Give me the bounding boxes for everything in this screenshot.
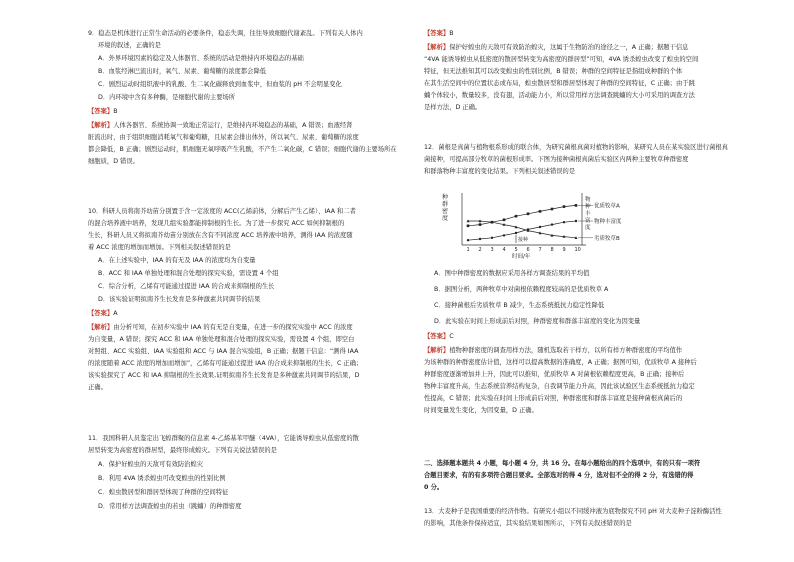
q10-explanation-1: [88, 324, 438, 331]
q9-explanation-1: [88, 122, 438, 129]
q9-answer: [88, 108, 438, 115]
q11-answer: [424, 30, 774, 37]
explanation-text: 由分析可知，在初步实验中 IAA 的有无是自变量，在进一步的探究实验中 ACC 的浓度: [113, 324, 353, 331]
data-point: [479, 238, 481, 240]
q11-explanation-5: 蝻个体较小，数量较多，没有翅，活动能力小，所以常用样方法调查跳蝻的大小可采用的调查方法: [424, 92, 695, 99]
answer-value: C: [449, 333, 454, 340]
x-tick-label: 2: [478, 247, 482, 253]
q12-explanation-1: [424, 347, 774, 354]
data-point: [503, 219, 506, 222]
right-axis-label-char: 度: [585, 225, 591, 231]
explanation-tag: 【解析】: [88, 324, 114, 331]
x-tick-label: 1: [466, 247, 470, 253]
legend-label: 劣质牧草B: [594, 235, 620, 242]
x-tick-label: 5: [514, 247, 518, 253]
answer-value: B: [113, 108, 118, 115]
section-2-line-1: 二、选择题本题共 4 小题，每小题 4 分，共 16 分。在每小题给出的四个选项中，有的只有一项符: [424, 460, 701, 467]
q12-answer: [424, 333, 774, 340]
q11-explanation-1: [424, 44, 774, 51]
question-12-options: [424, 270, 774, 414]
q11-explanation-3: 特征，但无法推知其可以改变蝗虫的性别比例，B 错误；种群的空间特征是指组成种群的个体: [424, 68, 683, 75]
explanation-tag: 【解析】: [88, 122, 114, 129]
q11-option-a: A．保护好蝗虫的天敌可有效防治蝗灾: [98, 461, 204, 468]
data-point: [575, 204, 578, 207]
data-point: [575, 220, 577, 222]
answer-tag: 【答案】: [88, 310, 114, 317]
data-point: [551, 208, 554, 211]
x-axis-label: 时间/年: [512, 254, 531, 260]
question-12: [424, 144, 774, 175]
legend-label: 物种丰富度: [594, 219, 622, 225]
data-point: [491, 237, 493, 239]
question-10: [88, 208, 438, 391]
q10-stem-4: 着 ACC 浓度的增加而增加。下列相关叙述错误的是: [88, 244, 231, 251]
q10-option-a: A．在上述实验中，IAA 的有无及 IAA 的浓度均为自变量: [98, 257, 256, 264]
q9-option-a: A．外界环境因素的稳定及人体器官、系统的活动是维持内环境稳态的基础: [98, 55, 304, 62]
data-point: [563, 221, 565, 223]
q11-stem-1: 11．我国科研人员鉴定出飞蝗群聚的信息素 4-乙烯基苯甲醚（4VA），它能诱导蝗虫从低密度的散: [88, 435, 359, 442]
data-point: [503, 234, 505, 236]
q12-explanation-5: 性提高，C 错误；此实验在时间上形成前后对照，种群密度和群落丰富度是接种菌根真菌后的: [424, 395, 683, 402]
explanation-text: 人体各器官、系统协调一致地正常运行，是维持内环境稳态的基础，A 错误；血液经肾: [113, 122, 353, 129]
q11-explanation-2: “4VA 能诱导蝗虫从低密度的散居型转变为高密度的群居型”可知，4VA 诱杀蝗虫改变了蝗虫的空间: [424, 56, 699, 63]
answer-tag: 【答案】: [88, 108, 114, 115]
q9-explanation-4: 细胞质，D 错误。: [88, 158, 139, 165]
explanation-text: 保护好蝗虫的天敌可有效防治蝗灾，这属于生物防治的途径之一，A 正确；据题干信息: [449, 44, 689, 51]
right-axis-label-char: 丰: [585, 211, 591, 217]
data-point: [527, 228, 529, 230]
answer-value: B: [449, 30, 454, 37]
y-axis-label-char: 群: [442, 201, 449, 208]
q10-explanation-5: 该实验探究了 ACC 和 IAA 抑制根的生长效果,证明拟南芥生长发育是多种激素共同调节的结果，D: [88, 372, 360, 379]
q10-answer: [88, 310, 438, 317]
population-chart: [434, 190, 634, 260]
question-9: [88, 30, 438, 165]
data-point: [515, 232, 517, 234]
q10-option-d: D．该实验证明拟南芥生长发育是多种激素共同调节的结果: [98, 296, 261, 303]
q9-stem-2: 环境的叙述，正确的是: [98, 42, 161, 49]
section-2-line-2: 合题目要求，有的有多项符合题目要求。全部选对的得 4 分，选对但不全的得 2 分，有选错的得: [424, 472, 694, 479]
data-point: [467, 225, 470, 228]
q11-stem-2: 居型转变为高密度的群居型，最终形成蝗灾。下列有关说法错误的是: [88, 447, 277, 454]
q11-option-b: B．利用 4VA 诱杀蝗虫可改变蝗虫的性别比例: [98, 475, 226, 482]
q12-explanation-4: 物种丰富度升高，生态系统营养结构复杂，自我调节能力升高，因此该试验区生态系统抵抗力稳定: [424, 383, 695, 390]
x-tick-label: 8: [550, 247, 554, 253]
q11-explanation-4: 在其生活空间中的位置状态或布局，蝗虫散居型和群居型体现了种群的空间特征，C 正确；由于跳: [424, 80, 695, 87]
q9-option-d: D．内环境中含有多种酶，是细胞代谢的主要场所: [98, 94, 236, 101]
q10-explanation-3: 对照组、ACC 实验组、IAA 实验组和 ACC 与 IAA 混合实验组，B 正确；据题干信息：“测得 IAA: [88, 348, 359, 355]
q10-explanation-6: 正确。: [88, 384, 107, 391]
explanation-text: 植物种群密度的调查用样方法，随机选取若干样方，以所有样方种群密度的平均值作: [449, 347, 683, 354]
data-point: [515, 215, 518, 218]
x-tick-label: 3: [490, 247, 494, 253]
q12-stem-2: 菌接种，可提高部分牧草的菌根形成率。下图为接种菌根真菌后实验区内两种主要牧草种群密度: [424, 156, 689, 163]
answer-value: A: [113, 310, 118, 317]
x-tick-label: 6: [526, 247, 530, 253]
q10-stem-3: 生长，科研人员又将拟南芥幼苗分别放在含有不同浓度 ACC 培养液中培养，测得 IAA 的浓度随: [88, 232, 353, 239]
q9-option-b: B．血浆经淋巴流出时，氧气、尿素、葡萄糖的浓度都会降低: [98, 68, 267, 75]
question-13: [424, 508, 774, 527]
q9-explanation-2: 脏流出时，由于组织细胞消耗氧气和葡萄糖，且尿素会排出体外，所以氧气、尿素、葡萄糖的浓度: [88, 134, 359, 141]
x-tick-label: 9: [562, 247, 566, 253]
legend-label: 优质牧草A: [594, 203, 620, 210]
question-11-answer: [424, 30, 774, 111]
q13-stem-2: 的影响，其他条件保持适宜，其实验结果如图所示，下列有关叙述错误的是: [424, 520, 632, 527]
q12-explanation-2: 为该种群的种群密度估计值，这样可以提高数据的准确度，A 正确；据图可知，优质牧草 A 接种后: [424, 359, 697, 366]
right-axis-label-char: 种: [585, 204, 591, 210]
question-11: [88, 435, 438, 510]
data-point: [467, 239, 469, 241]
q12-stem-1: 12．菌根是真菌与植物根系形成的联合体，为研究菌根真菌对植物的影响，某研究人员在某实验区进行菌根真: [424, 144, 728, 151]
q11-explanation-6: 是样方法，D 正确。: [424, 104, 482, 111]
right-axis-label-char: 物: [585, 197, 591, 203]
q12-explanation-3: 种群密度逐渐增加并上升，因此可以推知，优质牧草 A 对菌根依赖程度更高，B 正确；接种后: [424, 371, 685, 378]
answer-tag: 【答案】: [424, 30, 450, 37]
q9-explanation-3: 都会降低，B 正确；剧烈运动时，肌细胞无氧呼吸产生乳酸，不产生二氧化碳，C 错误；细胞代谢的主要场所在: [88, 146, 397, 153]
q9-option-c: C．剧烈运动时组织液中的乳酸、生二氧化碳释放到血浆中，但血浆的 pH 不会明显变化: [98, 81, 342, 88]
q12-option-a: A．图中种群密度的数据应采用各样方调查结果的平均值: [434, 270, 590, 277]
q11-option-d: D．常用样方法调查蝗虫的若虫（跳蝻）的种群密度: [98, 503, 242, 510]
q10-stem-1: 10．科研人员将南芥幼苗分别置于含一定浓度的 ACC(乙烯前体，分解后产生乙烯）、IAA 和二者: [88, 208, 356, 215]
q10-option-c: C．综合分析，乙烯有可能通过提进 IAA 的合成来抑制根的生长: [98, 283, 275, 290]
q12-option-b: B．据图分析，两种牧草中对菌根依赖程度较高的是优质牧草 A: [434, 286, 609, 293]
explanation-tag: 【解析】: [424, 347, 450, 354]
annotation-label: 接种: [518, 237, 529, 243]
q12-option-d: D．此实验在时间上形成前后对照，种群密度和群落丰富度的变化为因变量: [434, 318, 641, 325]
q13-stem-1: 13．大麦种子是我国重要的经济作物。有研究小组以不同缓冲液为底物探究不同 pH 对大麦种子淀粉酶活性: [424, 508, 722, 515]
q10-explanation-4: 的浓度随着 ACC 浓度的增加而增加”，乙烯有可能通过提进 IAA 的合成来抑制根的生长，C 正确；: [88, 360, 363, 367]
data-point: [527, 213, 530, 216]
data-point: [551, 223, 553, 225]
q10-option-b: B．ACC 和 IAA 单独处理和混合处理的探究实验，需设置 4 个组: [98, 270, 279, 277]
y-axis-label-char: 度: [442, 215, 449, 222]
data-point: [539, 210, 542, 213]
x-tick-label: 7: [538, 247, 542, 253]
section-2-line-3: 0 分。: [424, 484, 444, 491]
q12-stem-3: 和群落物种丰富度的变化结果。下列相关叙述错误的是: [424, 168, 576, 175]
section-2-heading: [424, 460, 774, 491]
q9-stem-1: 9．稳态是机体进行正常生命活动的必要条件，稳态失调，往往导致细胞代谢紊乱。下列有关人体内: [88, 30, 363, 37]
data-point: [479, 223, 482, 226]
explanation-tag: 【解析】: [424, 44, 450, 51]
data-point: [539, 226, 541, 228]
x-tick-label: 4: [502, 247, 506, 253]
x-tick-label: 10: [574, 247, 581, 253]
data-point: [563, 205, 566, 208]
right-axis-label-char: 富: [585, 218, 591, 224]
answer-tag: 【答案】: [424, 333, 450, 340]
y-axis-label-char: 密: [442, 208, 449, 215]
q12-explanation-6: 时间变量发生变化，为因变量，D 正确。: [424, 407, 538, 414]
chart-svg: [434, 190, 634, 260]
q10-explanation-2: 为自变量，A 错误；探究 ACC 和 IAA 单独处理和混合处理的探究实验，需设置 4 个组，即空白: [88, 336, 355, 343]
q12-option-c: C．接种菌根后劣质牧草 B 减少，生态系统抵抗力稳定性降低: [434, 302, 605, 309]
q11-option-c: C．蝗虫散居型和群居型体现了种群的空间特征: [98, 489, 229, 496]
y-axis-label-char: 种: [442, 194, 449, 201]
q10-stem-2: 的混合培养液中培养，发现几组实验都能抑制根的生长。为了进一步探究 ACC 如何抑制根的: [88, 220, 345, 227]
